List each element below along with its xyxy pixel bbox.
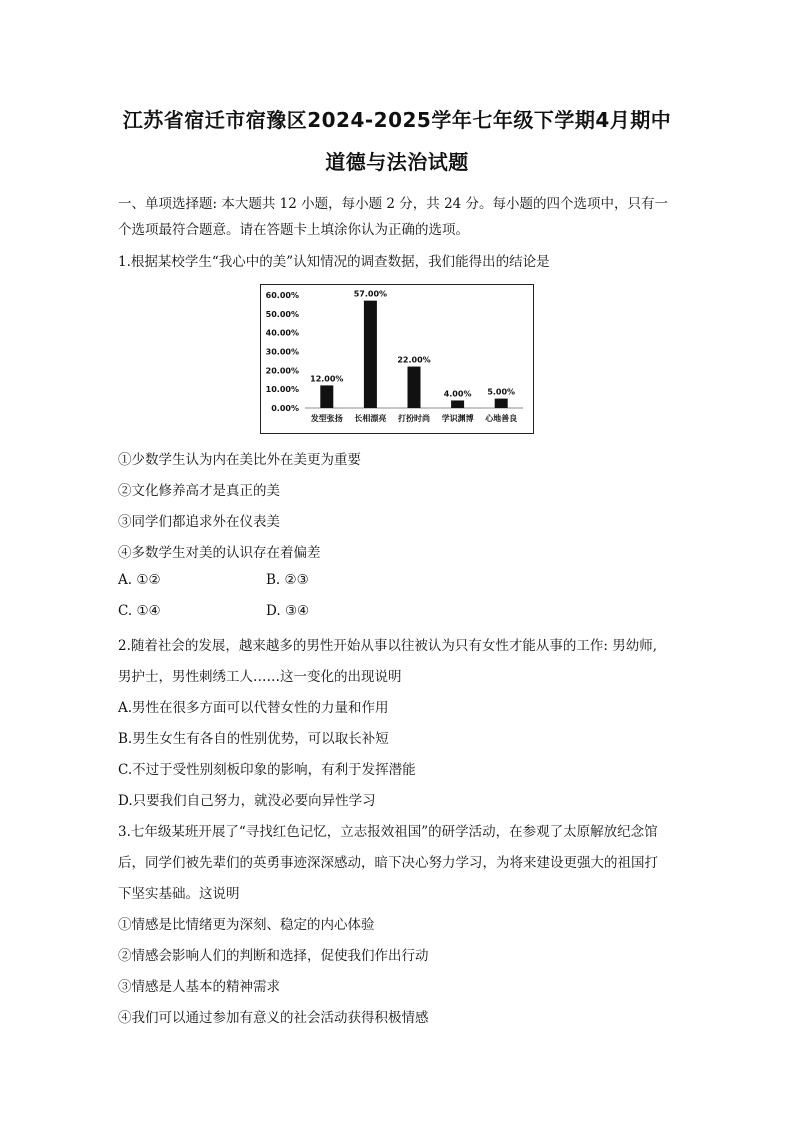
question-1-option-b[interactable] <box>266 572 309 588</box>
option-letter: D. <box>266 603 281 619</box>
survey-bar-chart-svg <box>261 285 533 433</box>
bar <box>320 385 333 408</box>
option-text: ②③ <box>284 572 309 588</box>
bar <box>408 367 421 408</box>
x-tick-label: 发型张扬 <box>310 414 343 423</box>
x-tick-label: 心地善良 <box>485 414 518 423</box>
section-instructions-line-2: 个选项最符合题意。请在答题卡上填涂你认为正确的选项。 <box>118 222 469 238</box>
option-text: ①④ <box>136 603 161 619</box>
option-letter: B. <box>266 572 281 588</box>
question-1-option-d[interactable] <box>266 603 309 619</box>
y-tick-label: 30.00% <box>265 347 299 357</box>
option-letter: C. <box>118 603 133 619</box>
question-2-option-b[interactable]: B.男生女生有各自的性别优势，可以取长补短 <box>118 731 389 747</box>
y-tick-label: 20.00% <box>265 366 299 376</box>
data-label: 4.00% <box>443 389 472 399</box>
section-instructions-line-1: 一、单项选择题: 本大题共 12 小题，每小题 2 分，共 24 分。每小题的四个选项中，只有一 <box>118 196 669 212</box>
question-1-option-a[interactable] <box>118 572 161 588</box>
question-1-option-c[interactable] <box>118 603 161 619</box>
option-letter: A. <box>118 572 133 588</box>
data-label: 22.00% <box>397 355 431 365</box>
question-1-statement-4: ④多数学生对美的认识存在着偏差 <box>118 545 321 561</box>
question-1-stem: 1.根据某校学生“我心中的美”认知情况的调查数据，我们能得出的结论是 <box>118 254 550 270</box>
question-2-option-c[interactable]: C.不过于受性别刻板印象的影响，有利于发挥潜能 <box>118 762 416 778</box>
question-3-stem-line-1: 3.七年级某班开展了“寻找红色记忆，立志报效祖国”的研学活动，在参观了太原解放纪念馆 <box>118 824 658 840</box>
question-3-statement-2: ②情感会影响人们的判断和选择，促使我们作出行动 <box>118 948 429 964</box>
option-text: ①② <box>136 572 161 588</box>
bar <box>495 399 508 408</box>
question-1-statement-1: ①少数学生认为内在美比外在美更为重要 <box>118 452 361 468</box>
question-1-statement-3: ③同学们都追求外在仪表美 <box>118 514 280 530</box>
option-text: ③④ <box>284 603 310 619</box>
x-tick-label: 长相漂亮 <box>354 414 387 423</box>
question-2-option-a[interactable]: A.男性在很多方面可以代替女性的力量和作用 <box>118 700 389 716</box>
y-tick-label: 0.00% <box>271 404 299 413</box>
document-title-line-1: 江苏省宿迁市宿豫区2024-2025学年七年级下学期4月期中 <box>122 108 672 132</box>
question-3-statement-3: ③情感是人基本的精神需求 <box>118 979 280 995</box>
question-2-stem-line-2: 男护士，男性刺绣工人……这一变化的出现说明 <box>118 669 402 685</box>
x-tick-label: 学识渊博 <box>441 414 474 423</box>
survey-bar-chart <box>260 284 534 434</box>
y-tick-label: 10.00% <box>265 385 299 395</box>
data-label: 5.00% <box>487 387 516 397</box>
question-3-statement-4: ④我们可以通过参加有意义的社会活动获得积极情感 <box>118 1010 429 1026</box>
question-2-stem-line-1: 2.随着社会的发展，越来越多的男性开始从事以往被认为只有女性才能从事的工作: 男幼师, <box>118 638 658 654</box>
data-label: 57.00% <box>353 289 388 299</box>
question-3-statement-1: ①情感是比情绪更为深刻、稳定的内心体验 <box>118 917 375 933</box>
y-tick-label: 40.00% <box>265 328 299 338</box>
document-title-line-2: 道德与法治试题 <box>325 150 469 174</box>
question-3-stem-line-3: 下坚实基础。这说明 <box>118 886 240 902</box>
question-2-option-d[interactable]: D.只要我们自己努力，就没必要向异性学习 <box>118 793 376 809</box>
question-3-stem-line-2: 后，同学们被先辈们的英勇事迹深深感动，暗下决心努力学习，为将来建设更强大的祖国打 <box>118 855 658 871</box>
y-tick-label: 50.00% <box>265 309 299 319</box>
y-tick-label: 60.00% <box>265 291 299 300</box>
bar <box>451 400 464 408</box>
question-1-statement-2: ②文化修养高才是真正的美 <box>118 483 280 499</box>
x-tick-label: 打扮时尚 <box>398 414 430 423</box>
data-label: 12.00% <box>310 374 344 384</box>
bar <box>364 301 377 408</box>
